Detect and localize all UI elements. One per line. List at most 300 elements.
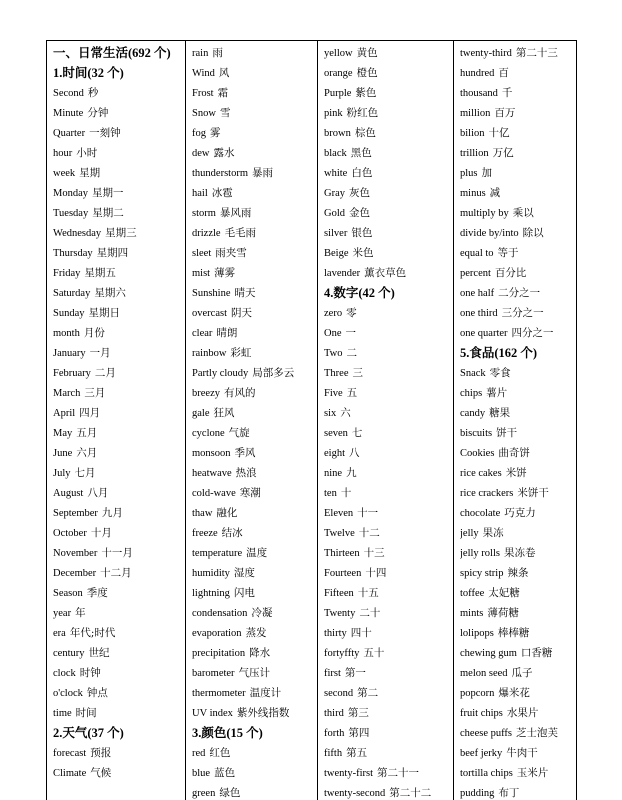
- english-word: minus: [460, 188, 486, 199]
- vocab-entry: [53, 523, 185, 543]
- vocab-entry: [192, 643, 317, 663]
- vocab-entry: [460, 543, 577, 563]
- chinese-meaning: 露水: [213, 147, 235, 159]
- chinese-meaning: 星期六: [94, 287, 126, 299]
- vocab-entry: [192, 363, 317, 383]
- english-word: October: [53, 528, 87, 539]
- chinese-meaning: 一: [345, 327, 356, 339]
- english-word: lightning: [192, 588, 230, 599]
- chinese-meaning: 果冻卷: [503, 547, 536, 559]
- chinese-meaning: 千: [501, 87, 513, 99]
- chinese-meaning: 星期四: [96, 247, 129, 259]
- chinese-meaning: 曲奇饼: [498, 447, 530, 459]
- chinese-meaning: 六: [340, 407, 351, 419]
- english-word: mints: [460, 608, 484, 619]
- chinese-meaning: 月份: [83, 327, 105, 339]
- english-word: o'clock: [53, 688, 83, 699]
- english-word: toffee: [460, 588, 485, 599]
- chinese-meaning: 毛毛雨: [224, 227, 257, 239]
- chinese-meaning: 七: [351, 427, 363, 439]
- chinese-meaning: 十一月: [101, 547, 133, 559]
- english-word: black: [324, 148, 347, 159]
- english-word: fortyffty: [324, 648, 360, 659]
- vocab-entry: [53, 463, 185, 483]
- vocab-entry: [324, 483, 453, 503]
- vocab-entry: [53, 263, 185, 283]
- english-word: January: [53, 348, 86, 359]
- english-word: dew: [192, 148, 210, 159]
- english-word: green: [192, 788, 216, 799]
- vocab-entry: [460, 143, 577, 163]
- english-word: candy: [460, 408, 486, 419]
- chinese-meaning: 第五: [346, 747, 368, 759]
- chinese-meaning: 星期三: [105, 227, 137, 239]
- chinese-meaning: 星期二: [92, 207, 124, 219]
- chinese-meaning: 雨: [212, 47, 223, 59]
- english-word: time: [53, 708, 72, 719]
- english-word: Season: [53, 588, 83, 599]
- vocab-entry: [192, 283, 317, 303]
- chinese-meaning: 十一: [357, 507, 379, 519]
- section-heading: 2.天气(37 个): [53, 726, 124, 740]
- vocab-entry: [324, 643, 453, 663]
- chinese-meaning: 小时: [76, 147, 98, 159]
- chinese-meaning: 薄荷糖: [487, 607, 519, 619]
- vocab-entry: [460, 723, 577, 743]
- vocab-entry: [192, 503, 317, 523]
- english-word: twenty-second: [324, 788, 386, 799]
- column-2: [185, 41, 317, 800]
- chinese-meaning: 气压计: [238, 667, 271, 679]
- vocab-entry: [192, 83, 317, 103]
- english-word: Thursday: [53, 248, 93, 259]
- vocab-entry: [192, 683, 317, 703]
- vocab-entry: [192, 383, 317, 403]
- english-word: Partly cloudy: [192, 368, 249, 379]
- english-word: divide by/into: [460, 228, 519, 239]
- chinese-meaning: 阴天: [230, 307, 252, 319]
- vocab-entry: [324, 443, 453, 463]
- vocab-entry: [192, 143, 317, 163]
- english-word: six: [324, 408, 337, 419]
- english-word: June: [53, 448, 73, 459]
- english-word: evaporation: [192, 628, 242, 639]
- english-word: nine: [324, 468, 343, 479]
- vocab-entry: [53, 383, 185, 403]
- chinese-meaning: 巧克力: [504, 507, 536, 519]
- vocab-entry: [460, 503, 577, 523]
- english-word: fruit chips: [460, 708, 503, 719]
- column-1: [47, 41, 185, 800]
- vocab-entry: [53, 183, 185, 203]
- english-word: Climate: [53, 768, 87, 779]
- chinese-meaning: 牛肉干: [506, 747, 538, 759]
- vocab-entry: [192, 743, 317, 763]
- chinese-meaning: 二月: [94, 367, 116, 379]
- vocab-entry: [324, 63, 453, 83]
- vocab-entry: [192, 303, 317, 323]
- chinese-meaning: 十二: [358, 527, 380, 539]
- english-word: chips: [460, 388, 483, 399]
- vocab-entry: [192, 243, 317, 263]
- chinese-meaning: 玉米片: [516, 767, 549, 779]
- vocab-entry: [192, 183, 317, 203]
- chinese-meaning: 星期日: [88, 307, 120, 319]
- chinese-meaning: 布丁: [498, 787, 520, 799]
- english-word: April: [53, 408, 76, 419]
- chinese-meaning: 湿度: [233, 567, 255, 579]
- vocab-entry: [324, 563, 453, 583]
- english-word: sleet: [192, 248, 212, 259]
- chinese-meaning: 芝士泡芙: [516, 727, 558, 739]
- chinese-meaning: 银色: [351, 227, 373, 239]
- vocab-entry: [53, 163, 185, 183]
- vocab-entry: [192, 463, 317, 483]
- english-word: biscuits: [460, 428, 493, 439]
- chinese-meaning: 减: [489, 187, 501, 199]
- english-word: July: [53, 468, 71, 479]
- english-word: Fourteen: [324, 568, 362, 579]
- chinese-meaning: 百: [498, 67, 509, 79]
- english-word: clock: [53, 668, 76, 679]
- english-word: zero: [324, 308, 343, 319]
- vocab-entry: [192, 443, 317, 463]
- chinese-meaning: 雾: [210, 127, 221, 139]
- vocab-entry: [460, 363, 577, 383]
- chinese-meaning: 紫色: [355, 87, 377, 99]
- chinese-meaning: 雪: [219, 107, 231, 119]
- vocab-entry: [53, 403, 185, 423]
- chinese-meaning: 彩虹: [230, 347, 252, 359]
- english-word: Two: [324, 348, 343, 359]
- vocab-entry: [460, 683, 577, 703]
- vocab-entry: [460, 463, 577, 483]
- english-word: UV index: [192, 708, 233, 719]
- english-word: tortilla chips: [460, 768, 513, 779]
- chinese-meaning: 瓜子: [511, 667, 533, 679]
- chinese-meaning: 零: [346, 307, 357, 319]
- english-word: One: [324, 328, 342, 339]
- chinese-meaning: 米饼: [505, 467, 527, 479]
- english-word: year: [53, 608, 72, 619]
- vocab-entry: [192, 263, 317, 283]
- english-word: December: [53, 568, 97, 579]
- vocab-entry: [53, 103, 185, 123]
- chinese-meaning: 分钟: [87, 107, 109, 119]
- vocab-entry: [53, 443, 185, 463]
- english-word: gale: [192, 408, 210, 419]
- english-word: lolipops: [460, 628, 494, 639]
- chinese-meaning: 第一: [344, 667, 366, 679]
- chinese-meaning: 第三: [347, 707, 369, 719]
- vocab-entry: [324, 163, 453, 183]
- vocab-entry: [53, 583, 185, 603]
- chinese-meaning: 热浪: [235, 467, 257, 479]
- vocab-entry: [460, 63, 577, 83]
- english-word: twenty-first: [324, 768, 373, 779]
- chinese-meaning: 四十: [350, 627, 372, 639]
- english-word: Wednesday: [53, 228, 102, 239]
- chinese-meaning: 十三: [363, 547, 385, 559]
- english-word: November: [53, 548, 98, 559]
- english-word: multiply by: [460, 208, 509, 219]
- vocab-entry: [192, 563, 317, 583]
- chinese-meaning: 粉红色: [346, 107, 379, 119]
- vocab-entry: [460, 763, 577, 783]
- chinese-meaning: 辣条: [507, 567, 529, 579]
- vocab-entry: [192, 343, 317, 363]
- english-word: Five: [324, 388, 343, 399]
- vocab-entry: [324, 403, 453, 423]
- english-word: fifth: [324, 748, 343, 759]
- vocab-entry: [192, 583, 317, 603]
- english-word: third: [324, 708, 344, 719]
- english-word: jelly rolls: [460, 548, 500, 559]
- vocab-entry: [53, 143, 185, 163]
- vocab-entry: [324, 623, 453, 643]
- english-word: freeze: [192, 528, 218, 539]
- column-4: [453, 41, 577, 800]
- english-word: Gray: [324, 188, 345, 199]
- english-word: forecast: [53, 748, 87, 759]
- english-word: Eleven: [324, 508, 354, 519]
- chinese-meaning: 闪电: [233, 587, 255, 599]
- vocab-entry: [53, 543, 185, 563]
- english-word: orange: [324, 68, 353, 79]
- english-word: monsoon: [192, 448, 231, 459]
- english-word: jelly: [460, 528, 479, 539]
- english-word: percent: [460, 268, 491, 279]
- english-word: week: [53, 168, 76, 179]
- chinese-meaning: 十月: [90, 527, 112, 539]
- vocab-entry: [460, 183, 577, 203]
- vocab-entry: [53, 323, 185, 343]
- english-word: February: [53, 368, 91, 379]
- english-word: Saturday: [53, 288, 91, 299]
- vocab-entry: [324, 383, 453, 403]
- vocab-entry: [192, 663, 317, 683]
- english-word: rainbow: [192, 348, 227, 359]
- english-word: trillion: [460, 148, 489, 159]
- vocab-entry: [324, 223, 453, 243]
- english-word: hour: [53, 148, 73, 159]
- section-heading: 1.时间(32 个): [53, 66, 124, 80]
- english-word: brown: [324, 128, 351, 139]
- vocab-entry: [192, 43, 317, 63]
- english-word: drizzle: [192, 228, 221, 239]
- vocab-entry: [460, 383, 577, 403]
- chinese-meaning: 紫外线指数: [236, 707, 290, 719]
- chinese-meaning: 棕色: [354, 127, 376, 139]
- chinese-meaning: 三分之一: [501, 307, 544, 319]
- english-word: overcast: [192, 308, 227, 319]
- vocab-entry: [324, 763, 453, 783]
- vocab-entry: [192, 203, 317, 223]
- english-word: Sunshine: [192, 288, 231, 299]
- vocab-entry: [192, 623, 317, 643]
- chinese-meaning: 世纪: [88, 647, 110, 659]
- section-heading: 4.数字(42 个): [324, 286, 395, 300]
- english-word: May: [53, 428, 73, 439]
- chinese-meaning: 钟点: [86, 687, 108, 699]
- vocab-entry: [192, 323, 317, 343]
- section-heading: 一、日常生活(692 个): [53, 46, 171, 60]
- chinese-meaning: 寒潮: [239, 487, 261, 499]
- chinese-meaning: 年代;时代: [69, 627, 116, 639]
- vocab-entry: [192, 223, 317, 243]
- chinese-meaning: 口香糖: [520, 647, 553, 659]
- english-word: thirty: [324, 628, 347, 639]
- english-word: popcorn: [460, 688, 495, 699]
- english-word: equal to: [460, 248, 494, 259]
- chinese-meaning: 五: [346, 387, 358, 399]
- section-heading: 3.颜色(15 个): [192, 726, 263, 740]
- vocab-entry: [53, 363, 185, 383]
- english-word: mist: [192, 268, 211, 279]
- english-word: Beige: [324, 248, 349, 259]
- chinese-meaning: 橙色: [356, 67, 378, 79]
- english-word: pink: [324, 108, 343, 119]
- chinese-meaning: 第二十二: [389, 787, 432, 799]
- vocab-entry: [460, 423, 577, 443]
- chinese-meaning: 二十: [359, 607, 381, 619]
- english-word: pudding: [460, 788, 495, 799]
- english-word: condensation: [192, 608, 248, 619]
- chinese-meaning: 三月: [84, 387, 106, 399]
- vocab-entry: [460, 483, 577, 503]
- vocab-entry: [53, 123, 185, 143]
- vocab-entry: [192, 483, 317, 503]
- chinese-meaning: 薄雾: [214, 267, 236, 279]
- vocab-entry: [192, 543, 317, 563]
- english-word: Frost: [192, 88, 214, 99]
- vocab-entry: [53, 623, 185, 643]
- chinese-meaning: 一刻钟: [89, 127, 121, 139]
- chinese-meaning: 二: [346, 347, 358, 359]
- english-word: August: [53, 488, 84, 499]
- english-word: one quarter: [460, 328, 508, 339]
- chinese-meaning: 饼干: [496, 427, 518, 439]
- vocab-entry: [53, 763, 185, 783]
- chinese-meaning: 晴朗: [216, 327, 238, 339]
- english-word: cold-wave: [192, 488, 236, 499]
- vocab-entry: [53, 223, 185, 243]
- english-word: blue: [192, 768, 211, 779]
- english-word: Fifteen: [324, 588, 354, 599]
- vocab-entry: [324, 363, 453, 383]
- chinese-meaning: 十二月: [100, 567, 132, 579]
- vocab-entry: [324, 723, 453, 743]
- english-word: lavender: [324, 268, 361, 279]
- english-word: month: [53, 328, 80, 339]
- english-word: seven: [324, 428, 348, 439]
- vocab-entry: [53, 423, 185, 443]
- chinese-meaning: 冰雹: [211, 187, 233, 199]
- english-word: hundred: [460, 68, 495, 79]
- vocab-entry: [192, 603, 317, 623]
- vocab-entry: [192, 63, 317, 83]
- vocab-entry: [460, 443, 577, 463]
- english-word: precipitation: [192, 648, 246, 659]
- chinese-meaning: 四月: [79, 407, 101, 419]
- chinese-meaning: 第二十三: [515, 47, 558, 59]
- vocab-entry: [53, 83, 185, 103]
- english-word: one half: [460, 288, 495, 299]
- vocab-entry: [53, 743, 185, 763]
- english-word: Quarter: [53, 128, 86, 139]
- english-word: rice crackers: [460, 488, 514, 499]
- vocab-entry: [324, 603, 453, 623]
- chinese-meaning: 第四: [348, 727, 370, 739]
- english-word: century: [53, 648, 85, 659]
- chinese-meaning: 五十: [363, 647, 385, 659]
- english-word: heatwave: [192, 468, 232, 479]
- chinese-meaning: 霜: [217, 87, 229, 99]
- chinese-meaning: 棒棒糖: [497, 627, 530, 639]
- english-word: Sunday: [53, 308, 85, 319]
- chinese-meaning: 十亿: [488, 127, 510, 139]
- chinese-meaning: 黄色: [356, 47, 378, 59]
- chinese-meaning: 季度: [86, 587, 108, 599]
- chinese-meaning: 百分比: [494, 267, 527, 279]
- vocab-entry: [53, 203, 185, 223]
- chinese-meaning: 万亿: [492, 147, 514, 159]
- vocab-entry: [324, 583, 453, 603]
- chinese-meaning: 灰色: [349, 187, 370, 199]
- vocab-entry: [324, 103, 453, 123]
- english-word: million: [460, 108, 491, 119]
- english-word: cheese puffs: [460, 728, 512, 739]
- vocab-entry: [53, 643, 185, 663]
- vocab-entry: [460, 223, 577, 243]
- vocab-entry: [460, 563, 577, 583]
- vocab-entry: [460, 323, 577, 343]
- vocab-entry: [460, 703, 577, 723]
- chinese-meaning: 温度: [246, 547, 268, 559]
- english-word: Monday: [53, 188, 88, 199]
- chinese-meaning: 八: [349, 447, 360, 459]
- english-word: barometer: [192, 668, 235, 679]
- chinese-meaning: 白色: [351, 167, 373, 179]
- vocab-entry: [324, 783, 453, 800]
- chinese-meaning: 晴天: [234, 287, 256, 299]
- english-word: chocolate: [460, 508, 501, 519]
- english-word: thousand: [460, 88, 498, 99]
- english-word: fog: [192, 128, 206, 139]
- vocab-entry: [192, 423, 317, 443]
- chinese-meaning: 时钟: [79, 667, 101, 679]
- chinese-meaning: 第二十一: [377, 767, 419, 779]
- vocab-entry: [192, 403, 317, 423]
- english-word: bilion: [460, 128, 485, 139]
- chinese-meaning: 融化: [216, 507, 238, 519]
- chinese-meaning: 蓝色: [214, 767, 236, 779]
- vocab-entry: [324, 423, 453, 443]
- english-word: beef jerky: [460, 748, 503, 759]
- chinese-meaning: 水果片: [506, 707, 539, 719]
- vocab-entry: [460, 523, 577, 543]
- vocab-entry: [460, 663, 577, 683]
- chinese-meaning: 降水: [249, 647, 271, 659]
- english-word: hail: [192, 188, 208, 199]
- english-word: Twelve: [324, 528, 355, 539]
- chinese-meaning: 太妃糖: [488, 587, 520, 599]
- vocab-entry: [53, 503, 185, 523]
- vocab-entry: [324, 183, 453, 203]
- english-word: September: [53, 508, 98, 519]
- chinese-meaning: 预报: [90, 747, 112, 759]
- chinese-meaning: 雨夹雪: [215, 247, 247, 259]
